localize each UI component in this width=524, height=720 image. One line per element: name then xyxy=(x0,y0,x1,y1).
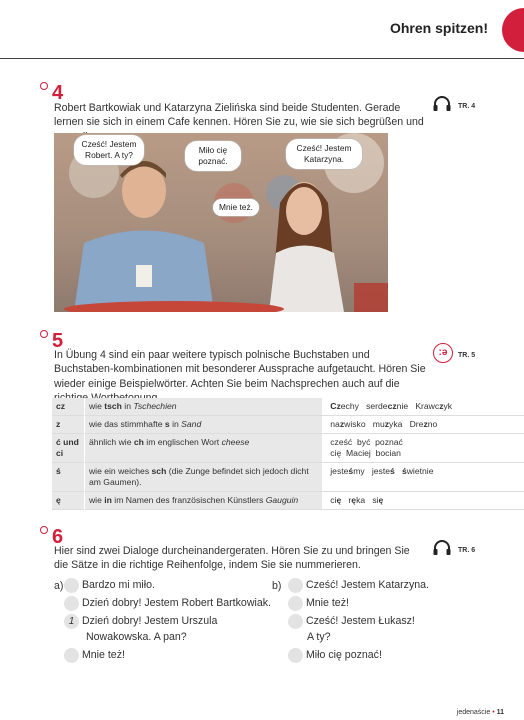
dialog-b-line: Mnie też! xyxy=(288,594,349,612)
page-footer xyxy=(457,709,504,716)
description-cell: wie ein weiches sch (die Zunge befindet sich jedoch dicht am Gaumen). xyxy=(84,463,322,492)
pronunciation-table xyxy=(52,398,524,510)
dialog-a-line: Dzień dobry! Jestem Robert Bartkowiak. xyxy=(64,594,271,612)
table-row xyxy=(52,492,524,510)
dialog-a-line: Mnie też! xyxy=(64,646,125,664)
letter-cell: z xyxy=(52,416,84,434)
letter-cell: ś xyxy=(52,463,84,492)
bubble-text: Cześć! Jestem xyxy=(81,139,137,149)
letter-cell: cz xyxy=(52,398,84,416)
exercise-4-number: 4 xyxy=(52,82,64,104)
bubble-text: Miło cię xyxy=(198,145,228,155)
number-input[interactable] xyxy=(288,578,303,593)
letter-cell: ę xyxy=(52,492,84,510)
exercise-6-number: 6 xyxy=(52,526,64,548)
dialog-b-line-continuation: A ty? xyxy=(307,631,331,643)
page-title: Ohren spitzen! xyxy=(389,20,488,36)
dialog-b-line: Miło cię poznać! xyxy=(288,646,382,664)
track-label: TR. 5 xyxy=(458,352,476,359)
headphones-icon xyxy=(432,96,452,112)
speech-bubble-milo xyxy=(185,141,241,171)
table-row xyxy=(52,434,524,463)
pronunciation-symbol: :ə xyxy=(438,347,448,358)
page-number: 11 xyxy=(496,709,504,716)
dialog-a-line-continuation: Nowakowska. A pan? xyxy=(86,631,187,643)
bubble-text: Mnie też. xyxy=(219,202,253,212)
number-input[interactable] xyxy=(288,614,303,629)
table-row xyxy=(52,416,524,434)
dialog-a-line: Bardzo mi miło. xyxy=(64,576,155,594)
dialog-a-line: 1 Dzień dobry! Jestem Urszula xyxy=(64,612,217,630)
dialog-b-label: b) xyxy=(272,580,282,592)
number-input[interactable] xyxy=(64,596,79,611)
header-divider xyxy=(0,58,524,59)
examples-cell: jesteśmy jesteś świetnie xyxy=(330,466,434,476)
dialog-b-line: Cześć! Jestem Łukasz! xyxy=(288,612,415,630)
exercise-6-instructions: Hier sind zwei Dialoge durcheinandergeraten. Hören Sie zu und bringen Sie die Sätze in die richtige Reihenfolge, indem Sie sie nummerieren. xyxy=(54,545,410,572)
speech-bubble-mnie-tez xyxy=(213,199,259,216)
corner-red-circle xyxy=(502,8,524,52)
headphones-icon xyxy=(432,540,452,556)
speech-bubble-katarzyna xyxy=(286,139,362,169)
bubble-text: Robert. A ty? xyxy=(85,150,133,160)
footer-bullet-icon: • xyxy=(492,709,495,716)
exercise-marker-icon xyxy=(40,330,48,338)
page-word: jedenaście xyxy=(456,709,491,716)
track-label: TR. 6 xyxy=(458,547,476,554)
exercise-5-instructions: In Übung 4 sind ein paar weitere typisch polnische Buchstaben und Buchstaben-kombinationen mit besonderer Aussprache aufgetaucht. Hören Sie wieder einige Beispielwörter. Achten Sie beim Nachsprechen auch auf die xyxy=(54,349,426,390)
examples-cell: Czechy serdecznie Krawczyk xyxy=(330,401,453,411)
description-cell: wie in im Namen des französischen Künstlers Gauguin xyxy=(84,492,322,510)
number-input-filled[interactable]: 1 xyxy=(64,614,79,629)
letter-cell: ć und ci xyxy=(52,434,84,463)
dialog-a-label: a) xyxy=(54,580,64,592)
table-row xyxy=(52,463,524,492)
track-label: TR. 4 xyxy=(458,103,476,110)
description-cell: wie das stimmhafte s in Sand xyxy=(84,416,322,434)
number-input[interactable] xyxy=(288,596,303,611)
examples-cell: cześć być poznać cię Maciej bocian xyxy=(330,437,403,458)
table-row xyxy=(52,398,524,416)
exercise-5-number: 5 xyxy=(52,330,64,352)
exercise-marker-icon xyxy=(40,82,48,90)
bubble-text: Katarzyna. xyxy=(303,154,345,164)
examples-cell: cię ręka się xyxy=(330,495,384,505)
number-input[interactable] xyxy=(64,578,79,593)
description-cell: ähnlich wie ch im englischen Wort cheese xyxy=(84,434,322,463)
exercise-4-instructions: Robert Bartkowiak und Katarzyna Zielińska sind beide Studenten. Gerade lernen sie sich in einem Cafe kennen. Hören Sie zu, wie sie sich begrüßen und xyxy=(54,102,424,129)
dialog-b-line: Cześć! Jestem Katarzyna. xyxy=(288,576,429,594)
examples-cell: nazwisko muzyka Drezno xyxy=(330,419,438,429)
description-cell: wie tsch in Tschechien xyxy=(84,398,322,416)
number-input[interactable] xyxy=(288,648,303,663)
speech-bubble-robert xyxy=(74,135,144,165)
bubble-text: Cześć! Jestem xyxy=(296,143,352,153)
exercise-marker-icon xyxy=(40,526,48,534)
bubble-text: poznać. xyxy=(198,156,228,166)
number-input[interactable] xyxy=(64,648,79,663)
pronunciation-icon xyxy=(433,343,453,363)
